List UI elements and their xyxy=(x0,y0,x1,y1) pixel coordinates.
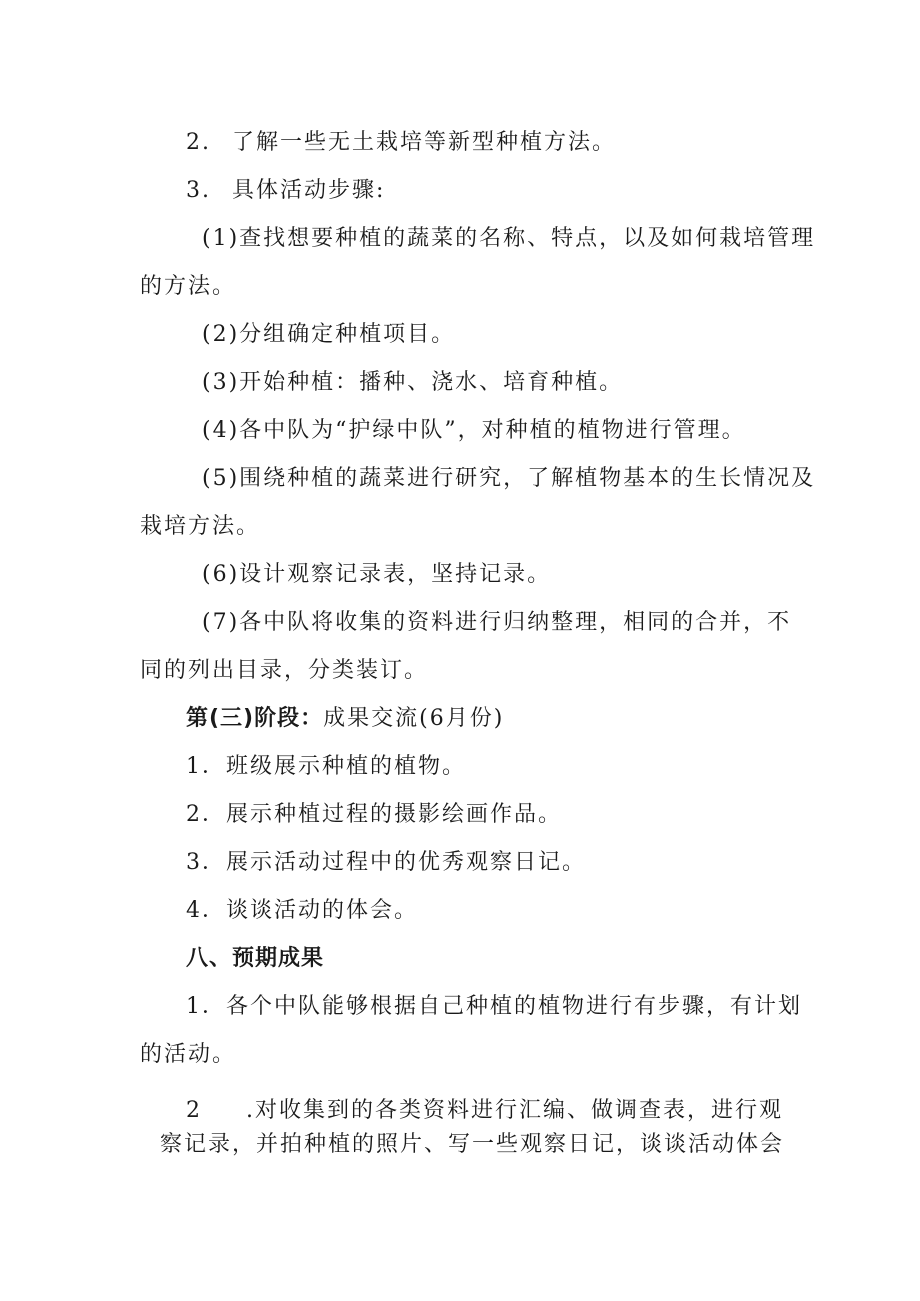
expected-item-2-line-1: 2 .对收集到的各类资料进行汇编、做调查表，进行观 xyxy=(186,1098,783,1123)
step-6: (6)设计观察记录表，坚持记录。 xyxy=(202,562,552,587)
expected-item-1-line-1: 1．各个中队能够根据自己种植的植物进行有步骤，有计划 xyxy=(186,994,802,1019)
stage-3-heading: 第(三)阶段：成果交流(6月份) xyxy=(186,706,505,731)
step-3: (3)开始种植：播种、浇水、培育种植。 xyxy=(202,370,624,395)
step-1-line-2: 的方法。 xyxy=(140,274,237,299)
result-item-3: 3．展示活动过程中的优秀观察日记。 xyxy=(186,850,586,875)
list-item-3: 3. 具体活动步骤: xyxy=(186,178,386,203)
expected-item-1-line-2: 的活动。 xyxy=(140,1042,237,1067)
section-8-heading: 八、预期成果 xyxy=(186,946,325,971)
step-5-line-2: 栽培方法。 xyxy=(140,514,261,539)
expected-item-2-line-2: 察记录，并拍种植的照片、写一些观察日记，谈谈活动体会 xyxy=(160,1132,785,1157)
step-7-line-1: (7)各中队将收集的资料进行归纳整理，相同的合并，不 xyxy=(202,610,792,635)
step-1-line-1: (1)查找想要种植的蔬菜的名称、特点，以及如何栽培管理 xyxy=(202,226,816,251)
step-7-line-2: 同的列出目录，分类装订。 xyxy=(140,658,429,683)
list-item-2: 2. 了解一些无土栽培等新型种植方法。 xyxy=(186,130,617,155)
result-item-4: 4．谈谈活动的体会。 xyxy=(186,898,418,923)
result-item-1: 1．班级展示种植的植物。 xyxy=(186,754,466,779)
step-5-line-1: (5)围绕种植的蔬菜进行研究，了解植物基本的生长情况及 xyxy=(202,466,816,491)
result-item-2: 2．展示种植过程的摄影绘画作品。 xyxy=(186,802,562,827)
step-4: (4)各中队为“护绿中队”，对种植的植物进行管理。 xyxy=(202,418,746,443)
step-2: (2)分组确定种植项目。 xyxy=(202,322,456,347)
